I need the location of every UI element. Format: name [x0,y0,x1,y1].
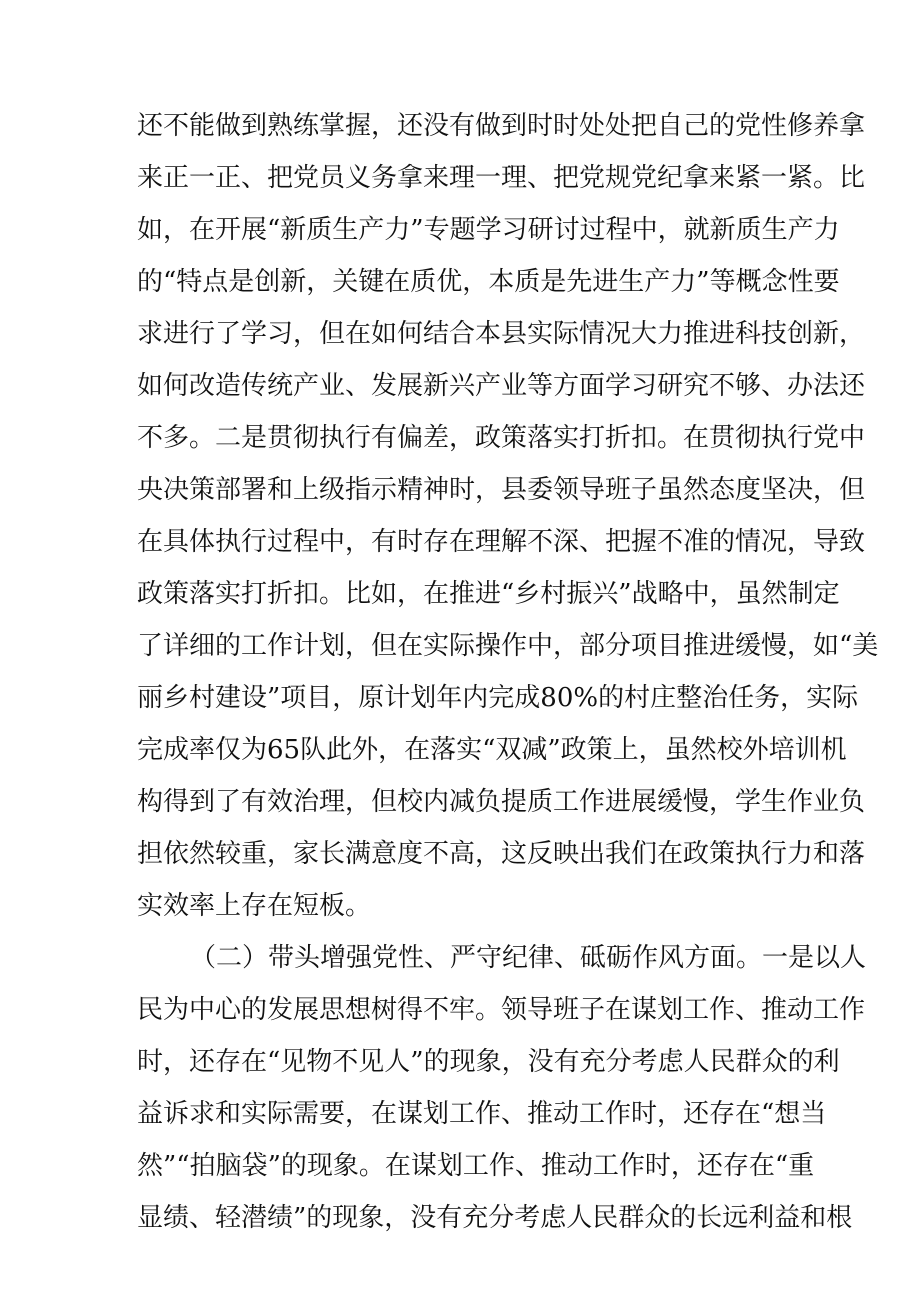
text-line: 还不能做到熟练掌握，还没有做到时时处处把自己的党性修养拿 [137,111,866,141]
text-line: 的“特点是创新，关键在质优，本质是先进生产力”等概念性要 [137,267,840,297]
text-line: 如，在开展“新质生产力”专题学习研讨过程中，就新质生产力 [137,215,840,245]
text-line: 丽乡村建设”项目，原计划年内完成80%的村庄整治任务，实际 [137,683,859,713]
text-line: 构得到了有效治理，但校内减负提质工作进展缓慢，学生作业负 [137,787,866,817]
text-line: 益诉求和实际需要，在谋划工作、推动工作时，还存在“想当 [137,1099,827,1129]
text-line: 了详细的工作计划，但在实际操作中，部分项目推进缓慢，如“美 [137,631,879,661]
text-line: 如何改造传统产业、发展新兴产业等方面学习研究不够、办法还 [137,371,866,401]
section-heading-line: （二）带头增强党性、严守纪律、砥砺作风方面。一是以人 [190,943,867,973]
text-line: 求进行了学习，但在如何结合本县实际情况大力推进科技创新， [137,319,866,349]
text-line: 实效率上存在短板。 [137,891,372,921]
text-line: 担依然较重，家长满意度不高，这反映出我们在政策执行力和落 [137,839,866,869]
text-line: 民为中心的发展思想树得不牢。领导班子在谋划工作、推动工作 [137,995,866,1025]
text-line: 央决策部署和上级指示精神时，县委领导班子虽然态度坚决，但 [137,475,866,505]
text-line: 完成率仅为65队此外，在落实“双减”政策上，虽然校外培训机 [137,735,847,765]
text-line: 政策落实打折扣。比如，在推进“乡村振兴”战略中，虽然制定 [137,579,840,609]
text-line: 来正一正、把党员义务拿来理一理、把党规党纪拿来紧一紧。比 [137,163,866,193]
text-line: 时，还存在“见物不见人”的现象，没有充分考虑人民群众的利 [137,1047,840,1077]
text-line: 然”“拍脑袋”的现象。在谋划工作、推动工作时，还存在“重 [137,1151,815,1181]
text-line: 在具体执行过程中，有时存在理解不深、把握不准的情况，导致 [137,527,866,557]
text-line: 不多。二是贯彻执行有偏差，政策落实打折扣。在贯彻执行党中 [137,423,866,453]
text-line: 显绩、轻潜绩”的现象，没有充分考虑人民群众的长远利益和根 [137,1203,853,1233]
